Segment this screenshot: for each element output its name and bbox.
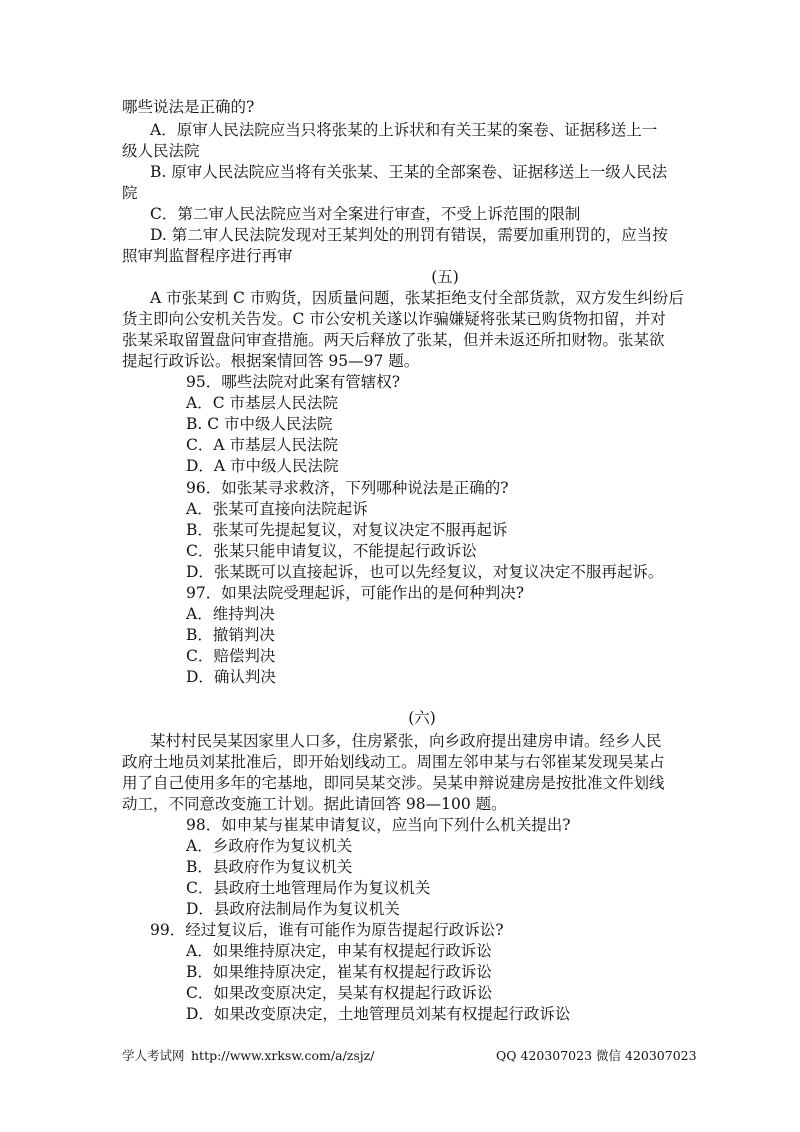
option-d: D. 第二审人民法院发现对王某判处的刑罚有错误，需要加重刑罚的，应当按 — [150, 226, 668, 244]
option-d-continued: 照审判监督程序进行再审 — [122, 247, 293, 265]
option-d: D．A 市中级人民法院 — [186, 457, 339, 475]
option-b: B．撤销判决 — [186, 626, 275, 644]
question-99: 99．经过复议后，谁有可能作为原告提起行政诉讼? — [150, 921, 504, 939]
question-stem-continued: 哪些说法是正确的? — [122, 98, 255, 116]
case-paragraph-line: 张某采取留置盘问审查措施。两天后释放了张某，但并未返还所扣财物。张某欲 — [122, 331, 665, 349]
option-c: C．A 市基层人民法院 — [186, 436, 338, 454]
option-c: C．张某只能申请复议，不能提起行政诉讼 — [186, 542, 477, 560]
question-95: 95．哪些法院对此案有管辖权? — [186, 373, 401, 391]
option-d: D．张某既可以直接起诉，也可以先经复议，对复议决定不服再起诉。 — [186, 563, 664, 581]
option-a: A．张某可直接向法院起诉 — [186, 500, 368, 518]
option-a: A．如果维持原决定，申某有权提起行政诉讼 — [186, 942, 492, 960]
option-a-continued: 级人民法院 — [122, 142, 200, 160]
option-b: B. 原审人民法院应当将有关张某、王某的全部案卷、证据移送上一级人民法 — [150, 163, 668, 181]
case-paragraph-line: 动工，不同意改变施工计划。据此请回答 98—100 题。 — [122, 795, 507, 813]
option-a: A．原审人民法院应当只将张某的上诉状和有关王某的案卷、证据移送上一 — [150, 121, 658, 139]
option-c: C．第二审人民法院应当对全案进行审查，不受上诉范围的限制 — [150, 205, 581, 223]
section-heading-6: (六) — [408, 709, 436, 727]
case-paragraph: A 市张某到 C 市购货，因质量问题，张某拒绝支付全部货款，双方发生纠纷后 — [150, 289, 684, 307]
option-c: C．赔偿判决 — [186, 647, 276, 665]
option-b: B．如果维持原决定，崔某有权提起行政诉讼 — [186, 963, 492, 981]
case-paragraph: 某村村民吴某因家里人口多，住房紧张，向乡政府提出建房申请。经乡人民 — [150, 732, 662, 750]
option-a: A．乡政府作为复议机关 — [186, 837, 353, 855]
case-paragraph-line: 用了自己使用多年的宅基地，即同吴某交涉。吴某申辩说建房是按批准文件划线 — [122, 774, 665, 792]
question-97: 97．如果法院受理起诉，可能作出的是何种判决? — [186, 584, 525, 602]
section-heading-5: (五) — [431, 268, 459, 286]
case-paragraph-line: 提起行政诉讼。根据案情回答 95—97 题。 — [122, 352, 420, 370]
footer-site-name: 学人考试网 — [122, 1048, 185, 1063]
option-c: C．县政府土地管理局作为复议机关 — [186, 879, 431, 897]
footer-contact: QQ 420307023 微信 420307023 — [496, 1048, 697, 1063]
option-b: B．张某可先提起复议，对复议决定不服再起诉 — [186, 521, 508, 539]
option-c: C．如果改变原决定，吴某有权提起行政诉讼 — [186, 984, 493, 1002]
question-98: 98．如申某与崔某申请复议，应当向下列什么机关提出? — [186, 816, 571, 834]
option-b: B．县政府作为复议机关 — [186, 858, 353, 876]
case-paragraph-line: 政府土地员刘某批准后，即开始划线动工。周围左邻申某与右邻崔某发现吴某占 — [122, 753, 665, 771]
question-96: 96．如张某寻求救济，下列哪种说法是正确的? — [186, 479, 509, 497]
option-b-continued: 院 — [122, 184, 138, 202]
option-d: D．如果改变原决定，土地管理员刘某有权提起行政诉讼 — [186, 1005, 571, 1023]
option-b: B. C 市中级人民法院 — [186, 415, 333, 433]
option-a: A．C 市基层人民法院 — [186, 394, 338, 412]
option-d: D．县政府法制局作为复议机关 — [186, 900, 400, 918]
footer-url-link[interactable]: http://www.xrksw.com/a/zsjz/ — [191, 1048, 375, 1063]
option-a: A．维持判决 — [186, 605, 275, 623]
case-paragraph-line: 货主即向公安机关告发。C 市公安机关遂以诈骗嫌疑将张某已购货物扣留，并对 — [122, 310, 666, 328]
option-d: D．确认判决 — [186, 668, 276, 686]
